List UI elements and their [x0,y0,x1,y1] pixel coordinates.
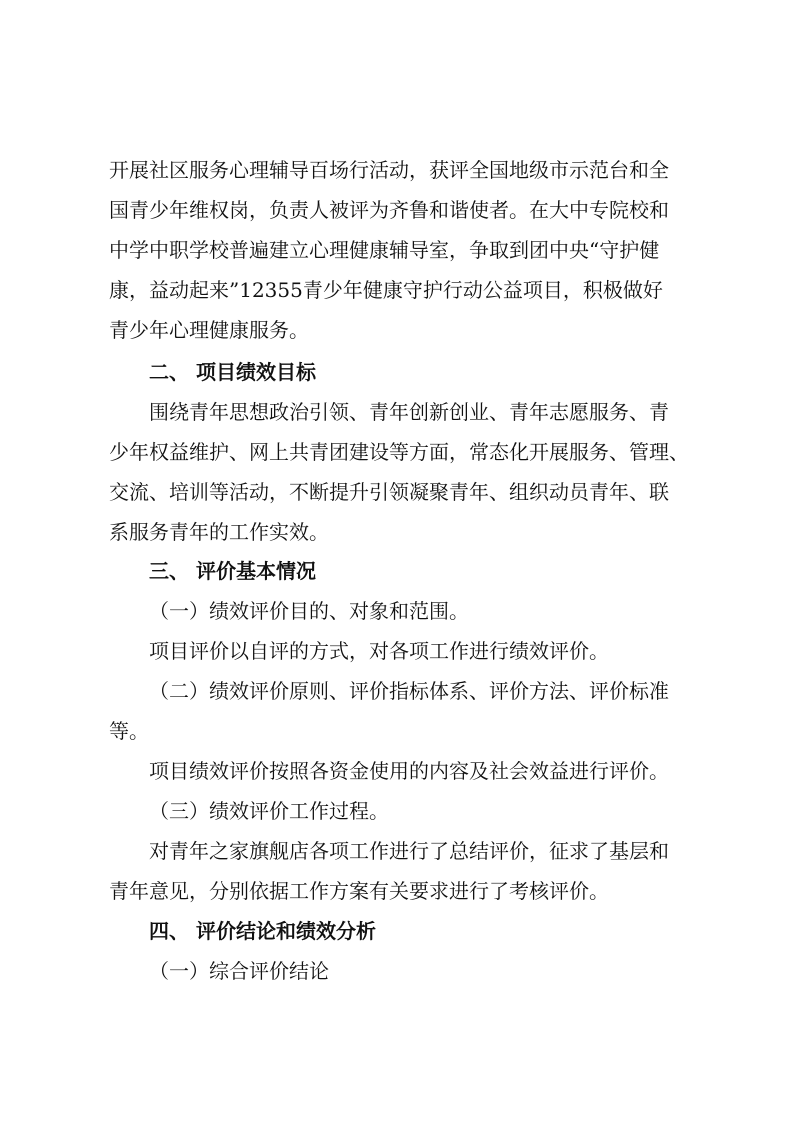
subsection-heading: （三）绩效评价工作过程。 [149,799,389,823]
body-text-line: 青年意见，分别依据工作方案有关要求进行了考核评价。 [109,879,609,903]
subsection-heading: （二）绩效评价原则、评价指标体系、评价方法、评价标准 [149,679,669,703]
body-text-line: 交流、培训等活动，不断提升引领凝聚青年、组织动员青年、联 [109,480,669,504]
body-text-line: 开展社区服务心理辅导百场行活动，获评全国地级市示范台和全 [109,158,669,182]
body-text-line: 项目绩效评价按照各资金使用的内容及社会效益进行评价。 [149,759,669,783]
body-text-line: 中学中职学校普遍建立心理健康辅导室，争取到团中央“守护健 [109,238,660,262]
body-text-line: 对青年之家旗舰店各项工作进行了总结评价，征求了基层和 [149,839,669,863]
body-text-line: 围绕青年思想政治引领、青年创新创业、青年志愿服务、青 [149,400,669,424]
body-text-line: 青少年心理健康服务。 [109,318,309,342]
subsection-heading: （一）绩效评价目的、对象和范围。 [149,599,469,623]
body-text-line: 康，益动起来”12355青少年健康守护行动公益项目，积极做好 [109,278,663,302]
body-text-line: 系服务青年的工作实效。 [109,520,329,544]
body-text-line: 少年权益维护、网上共青团建设等方面，常态化开展服务、管理、 [109,440,689,464]
subsection-heading-cont: 等。 [109,719,149,743]
body-text-line: 国青少年维权岗，负责人被评为齐鲁和谐使者。在大中专院校和 [109,198,669,222]
section-heading: 四、 评价结论和绩效分析 [149,919,376,943]
section-heading: 二、 项目绩效目标 [149,360,316,384]
body-text-line: 项目评价以自评的方式，对各项工作进行绩效评价。 [149,639,609,663]
subsection-heading: （一）综合评价结论 [149,959,329,983]
section-heading: 三、 评价基本情况 [149,559,316,583]
